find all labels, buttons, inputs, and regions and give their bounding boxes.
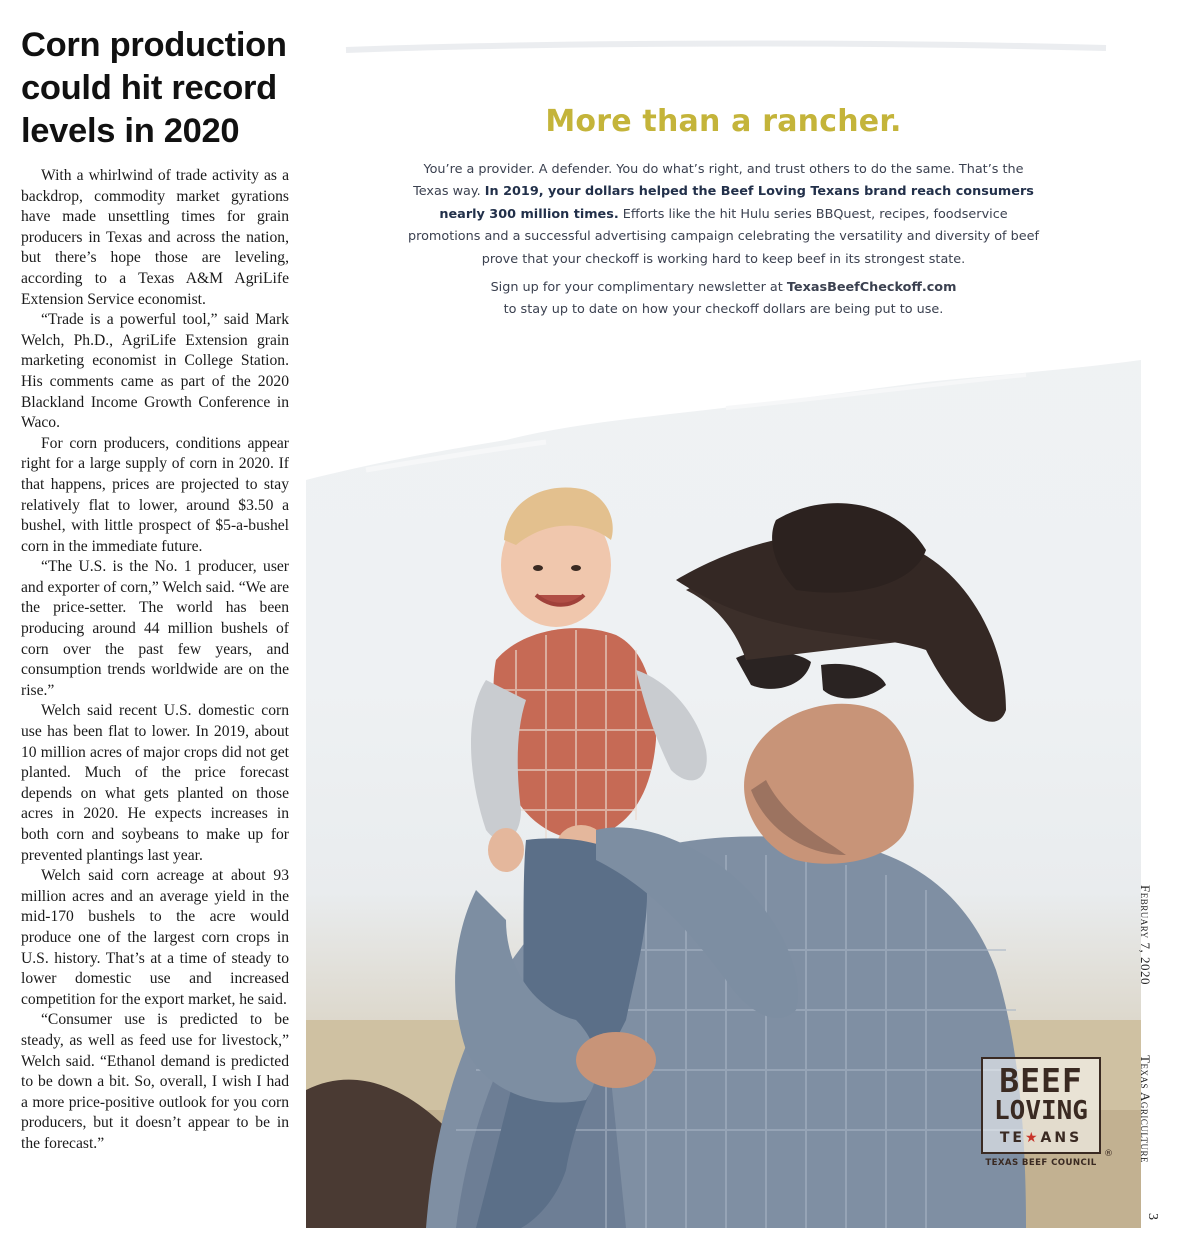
ad-highlight-text: In 2019, your dollars helped the Beef Loving Texans brand reach consumers nearly 300 million times. — [439, 184, 1034, 222]
ad-intro-text: You’re a provider. A defender. You do what’s right, and trust others to do the same. That’s the Texas way. — [413, 162, 1024, 200]
ad-body-text — [406, 159, 1041, 271]
issue-date: February 7, 2020 — [1138, 885, 1153, 985]
ad-signup-lead: Sign up for your complimentary newsletter at — [490, 280, 783, 295]
article — [21, 24, 289, 1155]
logo-texans-part: TE — [999, 1130, 1025, 1146]
logo-box — [981, 1057, 1101, 1154]
logo-texans-part: ANS — [1040, 1130, 1083, 1146]
beef-checkoff-advertisement — [306, 30, 1141, 1228]
logo-line-beef: BEEF — [999, 1061, 1083, 1100]
ad-headline: More than a rancher. — [545, 104, 902, 139]
ad-signup-tail: to stay up to date on how your checkoff dollars are being put to use. — [503, 302, 944, 318]
article-paragraph: Welch said corn acreage at about 93 million acres and an average yield in the mid-170 bushels to the acre would produce one of the largest corn crops in U.S. history. That’s at a time of steady to lower domestic use and increased competition for the export market, he said. — [21, 867, 289, 1008]
page-number: 3 — [1145, 1213, 1160, 1220]
article-paragraph: “The U.S. is the No. 1 producer, user and exporter of corn,” Welch said. “We are the price-setter. The world has been producing around 44 million bushels of corn over the past few years, and consumption trends worldwide are on the rise.” — [21, 558, 289, 699]
article-paragraph: “Trade is a powerful tool,” said Mark Welch, Ph.D., AgriLife Extension grain marketing economist in College Station. His comments came as part of the 2020 Blackland Income Growth Conference in Waco. — [21, 311, 289, 432]
article-headline: Corn production could hit record levels in 2020 — [21, 26, 287, 150]
logo-line-texans — [991, 1128, 1091, 1148]
article-paragraph: With a whirlwind of trade activity as a backdrop, commodity market gyrations have made unsettling times for grain producers in Texas and across the nation, but there’s hope those are leveling, according to a Texas A&M AgriLife Extension Service economist. — [21, 167, 289, 308]
article-paragraph: “Consumer use is predicted to be steady, as well as feed use for livestock,” Welch said. “Ethanol demand is predicted to be down a bit. So, overall, I wish I had a more price-positive outlook for you corn producers, but it doesn’t appear to be in the forecast.” — [21, 1011, 289, 1152]
article-paragraph: Welch said recent U.S. domestic corn use has been flat to lower. In 2019, about 10 million acres of major crops did not get planted. Much of the price forecast depends on what gets planted on those acres in 2020. He expects increases in both corn and soybeans to make up for prevented plantings last year. — [21, 702, 289, 864]
texas-beef-council-label: TEXAS BEEF COUNCIL — [985, 1158, 1097, 1168]
article-body — [21, 166, 289, 1155]
page-folio — [1140, 885, 1166, 1185]
registered-mark: ® — [1104, 1149, 1113, 1159]
logo-line-loving: LOVING — [994, 1096, 1088, 1126]
publication-name: Texas Agriculture — [1138, 1055, 1153, 1164]
ad-efforts-text: Efforts like the hit Hulu series BBQuest, recipes, foodservice promotions and a successful advertising campaign celebrating the versatility and diversity of beef prove that your checkoff is working hard to keep beef in its strongest state. — [407, 206, 1039, 267]
star-icon: ★ — [1024, 1130, 1041, 1146]
article-paragraph: For corn producers, conditions appear right for a large supply of corn in 2020. If that happens, prices are projected to stay relatively flat to lower, around $3.50 a bushel, with little prospect of $5-a-bushel corn in the immediate future. — [21, 434, 289, 555]
ad-signup-link[interactable]: TexasBeefCheckoff.com — [786, 280, 957, 295]
ad-signup-text — [406, 277, 1041, 322]
beef-loving-texans-logo — [981, 1057, 1113, 1168]
